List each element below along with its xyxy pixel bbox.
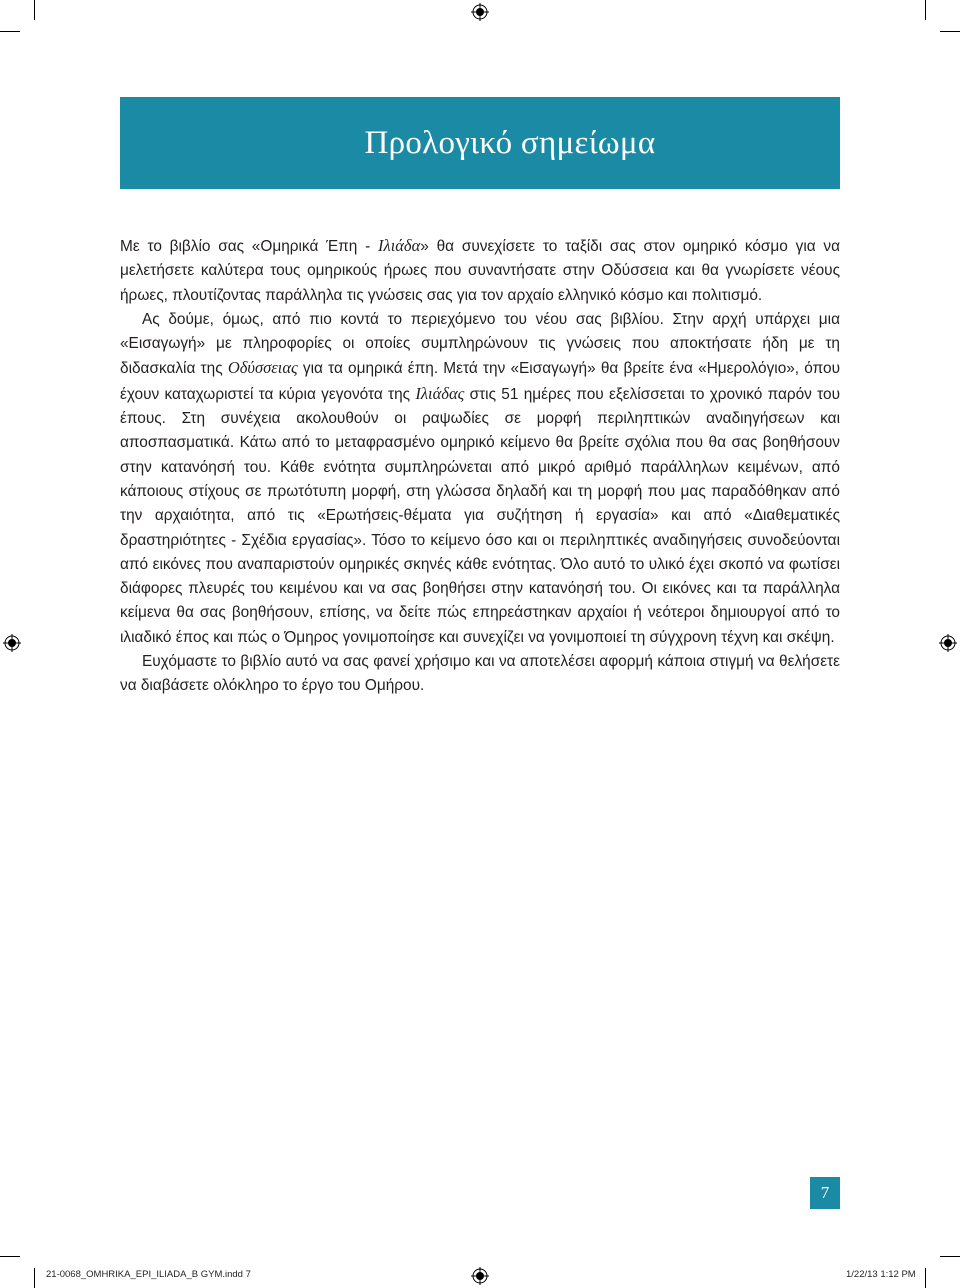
crop-mark-top-left-v — [34, 0, 35, 20]
slug-datetime: 1/22/13 1:12 PM — [846, 1269, 916, 1280]
title-banner — [120, 97, 840, 189]
italic-title: Οδύσσειας — [227, 358, 298, 378]
registration-mark-icon — [471, 1267, 489, 1285]
registration-mark-icon — [3, 634, 21, 652]
page-number: 7 — [810, 1177, 840, 1209]
page-title: Προλογικό σημείωμα — [364, 124, 656, 161]
crop-mark-top-left-h — [0, 31, 20, 32]
slug-filename: 21-0068_OMHRIKA_EPI_ILIADA_B GYM.indd 7 — [46, 1269, 251, 1280]
paragraph-3 — [120, 650, 840, 699]
text-run: Ευχόμαστε το βιβλίο αυτό να σας φανεί χρήσιμο και να αποτελέσει αφορμή κάποια στιγμή να θελήσετε να διαβάσετε ολόκληρο το έργο του Ομήρου. — [120, 653, 840, 695]
crop-mark-bottom-right-h — [940, 1256, 960, 1257]
text-run: » θα συνεχίσετε το ταξίδι σας στον ομηρικό κόσμο για να μελετήσετε καλύτερα τους ομηρικούς ήρωες που συναντήσατε στην Οδύσσεια και θα γνωρίσετε νέους ήρωες, πλουτίζοντας παράλληλα τις γνώσεις σας για τον αρχαίο ελληνικό κόσμο και πολιτισμό. — [120, 238, 841, 304]
text-run: Με το βιβλίο σας «Ομηρικά Έπη - — [120, 238, 379, 255]
body-text — [120, 234, 840, 699]
text-run: Ας δούμε, όμως, από πιο κοντά το περιεχόμενο του νέου σας βιβλίου. Στην αρχή υπάρχει μια «Εισαγωγή» με πληροφορίες οι οποίες συμπληρώνουν τις γνώσεις που αποκτήσατε ήδη με τη διδασκαλία της — [120, 310, 840, 378]
paragraph-1 — [120, 234, 840, 308]
crop-mark-bottom-left-v — [34, 1268, 35, 1288]
registration-mark-icon — [939, 634, 957, 652]
italic-title: Ιλιάδας — [415, 383, 465, 403]
crop-mark-bottom-left-h — [0, 1256, 20, 1257]
crop-mark-top-right-h — [940, 31, 960, 32]
text-run: στις 51 ημέρες που εξελίσσεται το χρονικό παρόν του έπους. Στη συνέχεια ακολουθούν οι ραψωδίες σε μορφή περιληπτικών αναδιηγήσεων και αποσπασματικά. Κάτω από το μεταφρασμένο ομηρικό κείμενο θα βρείτε σχόλια που θα σας βοηθήσουν στην κατανόησή του. Κάθε ενότητα συμπληρώνεται από μικρό αριθμό παράλληλων κειμένων, από κάποιους στίχους σε πρωτότυπη μορφή, στη γλώσσα δηλαδή και τη μορφή που μας παραδόθηκαν από την αρχαιότητα, από τις «Ερωτήσεις-θέματα για συζήτηση ή εργασία» και από «Διαθεματικές δραστηριότητες - Σχέδια εργασίας». Τόσο το κείμενο όσο και οι περιληπτικές αναδιηγήσεις συνοδεύονται από εικόνες που αναπαριστούν ομηρικές σκηνές κάθε ενότητας. Όλο αυτό το υλικό έχει σκοπό να φωτίσει διάφορες πλευρές του κειμένου και να σας βοηθήσει στην κατανόησή του. Οι εικόνες και τα παράλληλα κείμενα θα σας βοηθήσουν, επίσης, να δείτε πώς επηρεάστηκαν αρχαίοι ή νεότεροι δημιουργοί από το ιλιαδικό έπος και πώς ο Όμηρος γονιμοποίησε και συνεχίζει να γονιμοποιεί τη σύγχρονη τέχνη και σκέψη. — [120, 385, 841, 646]
registration-mark-icon — [471, 3, 489, 21]
text-run: για τα ομηρικά έπη. Μετά την «Εισαγωγή» θα βρείτε ένα «Ημερολόγιο», όπου έχουν καταχωριστεί τα κύρια γεγονότα της — [120, 360, 840, 403]
crop-mark-top-right-v — [925, 0, 926, 20]
crop-mark-bottom-right-v — [925, 1268, 926, 1288]
italic-title: Ιλιάδα — [378, 236, 421, 255]
paragraph-2 — [120, 308, 840, 650]
